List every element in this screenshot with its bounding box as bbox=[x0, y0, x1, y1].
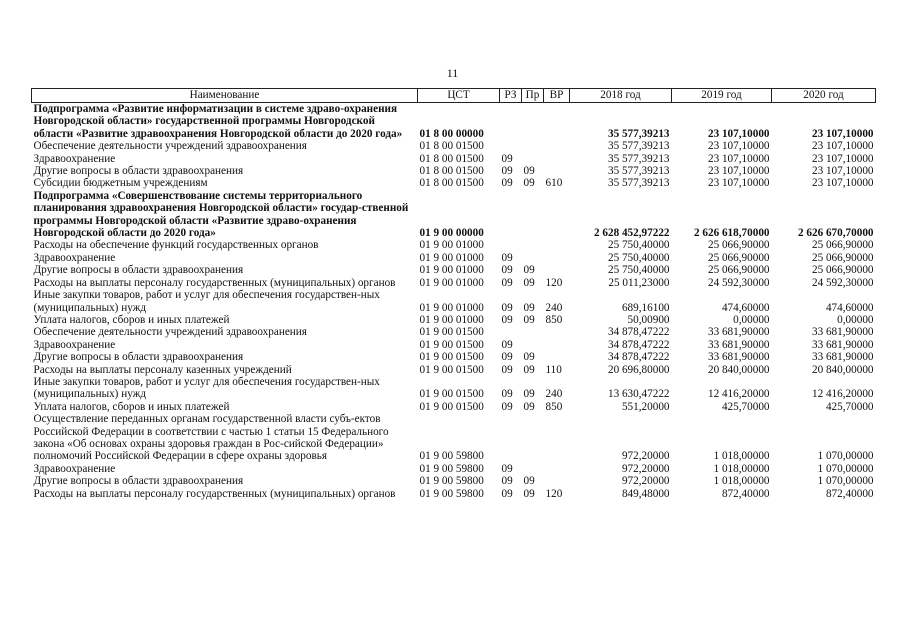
row-rz: 09 bbox=[501, 462, 513, 475]
table-row bbox=[32, 413, 876, 463]
header-name: Наименование bbox=[32, 89, 418, 103]
row-vr: 610 bbox=[545, 177, 563, 190]
row-2019: 33 681,90000 bbox=[707, 351, 770, 364]
row-name: Расходы на выплаты персоналу казенных учреждений bbox=[33, 363, 292, 376]
row-rz bbox=[500, 413, 522, 463]
row-rz bbox=[500, 326, 522, 338]
table-row bbox=[32, 103, 876, 141]
row-name: Подпрограмма «Совершенствование системы территориального планирования здравоохранения Новгородской области» государ-ственной программы Новгородской области «Развитие здраво-охранения Новгородской области до 2020 года» bbox=[33, 189, 409, 240]
table-row bbox=[32, 351, 876, 363]
row-name: Иные закупки товаров, работ и услуг для обеспечения государствен-ных (муниципальных) нужд bbox=[33, 289, 380, 314]
row-2019: 425,70000 bbox=[721, 400, 770, 413]
header-vr: ВР bbox=[544, 89, 570, 103]
row-pr bbox=[522, 103, 544, 141]
row-vr: 120 bbox=[545, 487, 563, 500]
row-cst: 01 9 00 01500 bbox=[419, 388, 484, 401]
row-pr bbox=[522, 413, 544, 463]
row-name: Другие вопросы в области здравоохранения bbox=[33, 475, 244, 488]
header-cst: ЦСТ bbox=[418, 89, 500, 103]
row-name: Другие вопросы в области здравоохранения bbox=[33, 165, 244, 178]
row-name: Подпрограмма «Развитие информатизации в системе здраво-охранения Новгородской области» государственной программы Новгородской области «Развитие здравоохранения Новгородской области до 2020 года» bbox=[33, 103, 403, 140]
row-2018: 35 577,39213 bbox=[607, 127, 670, 140]
table-row bbox=[32, 401, 876, 413]
row-2019: 23 107,10000 bbox=[707, 140, 770, 153]
row-2020: 0,00000 bbox=[837, 313, 874, 326]
row-vr bbox=[544, 165, 570, 177]
row-pr: 09 bbox=[523, 363, 535, 376]
row-2020: 872,40000 bbox=[825, 487, 874, 500]
row-2019: 2 626 618,70000 bbox=[693, 227, 770, 240]
row-2020: 1 070,00000 bbox=[817, 462, 874, 475]
row-name: Здравоохранение bbox=[33, 462, 116, 475]
row-2018: 13 630,47222 bbox=[607, 388, 670, 401]
row-vr bbox=[544, 463, 570, 475]
table-row bbox=[32, 252, 876, 264]
row-2020: 1 070,00000 bbox=[817, 475, 874, 488]
row-vr bbox=[544, 413, 570, 463]
row-rz: 09 bbox=[501, 152, 513, 165]
row-2019: 25 066,90000 bbox=[707, 239, 770, 252]
row-name: Осуществление переданных органам государственной власти субъ-ектов Российской Федерации в соответствии с частью 1 статьи 15 Федерального закона «Об основах охраны здоровья граждан в Рос-сийской Федерации» полномочий Российской Федерации в сфере охраны здоровья bbox=[33, 413, 389, 463]
row-rz: 09 bbox=[501, 301, 513, 314]
table-row bbox=[32, 376, 876, 401]
row-pr bbox=[522, 140, 544, 152]
row-vr bbox=[544, 239, 570, 251]
row-pr: 09 bbox=[523, 400, 535, 413]
table-row bbox=[32, 475, 876, 487]
row-cst: 01 9 00 59800 bbox=[419, 475, 484, 488]
row-2019: 12 416,20000 bbox=[707, 388, 770, 401]
row-2019: 23 107,10000 bbox=[707, 165, 770, 178]
row-2019: 33 681,90000 bbox=[707, 326, 770, 339]
table-row bbox=[32, 165, 876, 177]
row-vr: 240 bbox=[545, 388, 563, 401]
row-vr bbox=[544, 252, 570, 264]
row-pr: 09 bbox=[523, 301, 535, 314]
row-2018: 972,20000 bbox=[621, 450, 670, 463]
row-name: Другие вопросы в области здравоохранения bbox=[33, 351, 244, 364]
row-2020: 25 066,90000 bbox=[811, 239, 874, 252]
row-pr: 09 bbox=[523, 177, 535, 190]
row-pr: 09 bbox=[523, 487, 535, 500]
row-name: Обеспечение деятельности учреждений здравоохранения bbox=[33, 326, 307, 339]
row-2019: 24 592,30000 bbox=[707, 276, 770, 289]
row-2019: 23 107,10000 bbox=[707, 127, 770, 140]
row-2018: 849,48000 bbox=[621, 487, 670, 500]
row-2020: 2 626 670,70000 bbox=[797, 227, 874, 240]
row-2020: 23 107,10000 bbox=[811, 140, 874, 153]
row-rz: 09 bbox=[501, 251, 513, 264]
row-2020: 12 416,20000 bbox=[811, 388, 874, 401]
row-vr bbox=[544, 190, 570, 240]
row-pr bbox=[522, 326, 544, 338]
row-rz: 09 bbox=[501, 338, 513, 351]
row-2018: 20 696,80000 bbox=[607, 363, 670, 376]
row-pr bbox=[522, 239, 544, 251]
row-2020: 1 070,00000 bbox=[817, 450, 874, 463]
row-2020: 23 107,10000 bbox=[811, 127, 874, 140]
table-row bbox=[32, 140, 876, 152]
row-2019: 33 681,90000 bbox=[707, 338, 770, 351]
row-cst: 01 8 00 01500 bbox=[419, 165, 484, 178]
row-cst: 01 9 00 01000 bbox=[419, 276, 484, 289]
row-2019: 25 066,90000 bbox=[707, 251, 770, 264]
table-header bbox=[32, 89, 876, 103]
row-2019: 23 107,10000 bbox=[707, 177, 770, 190]
table-row bbox=[32, 289, 876, 314]
row-pr: 09 bbox=[523, 276, 535, 289]
row-cst: 01 8 00 01500 bbox=[419, 152, 484, 165]
row-cst: 01 8 00 00000 bbox=[419, 127, 484, 140]
row-vr bbox=[544, 339, 570, 351]
row-name: Уплата налогов, сборов и иных платежей bbox=[33, 313, 230, 326]
row-rz: 09 bbox=[501, 363, 513, 376]
row-pr: 09 bbox=[523, 475, 535, 488]
row-rz: 09 bbox=[501, 400, 513, 413]
row-2019: 1 018,00000 bbox=[713, 462, 770, 475]
row-name: Расходы на обеспечение функций государственных органов bbox=[33, 239, 319, 252]
row-cst: 01 9 00 59800 bbox=[419, 487, 484, 500]
row-cst: 01 9 00 01500 bbox=[419, 326, 484, 339]
row-vr: 850 bbox=[545, 400, 563, 413]
row-cst: 01 9 00 01500 bbox=[419, 363, 484, 376]
header-rz: РЗ bbox=[500, 89, 522, 103]
row-2019: 25 066,90000 bbox=[707, 264, 770, 277]
row-pr: 09 bbox=[523, 313, 535, 326]
row-name: Здравоохранение bbox=[33, 251, 116, 264]
row-rz bbox=[500, 103, 522, 141]
row-vr bbox=[544, 153, 570, 165]
table-row bbox=[32, 153, 876, 165]
row-2020: 33 681,90000 bbox=[811, 351, 874, 364]
table-row bbox=[32, 364, 876, 376]
row-2019: 1 018,00000 bbox=[713, 450, 770, 463]
row-name: Другие вопросы в области здравоохранения bbox=[33, 264, 244, 277]
budget-table bbox=[31, 88, 876, 500]
row-cst: 01 9 00 01500 bbox=[419, 400, 484, 413]
row-vr: 110 bbox=[545, 363, 562, 376]
row-2020: 474,60000 bbox=[825, 301, 874, 314]
row-2020: 33 681,90000 bbox=[811, 338, 874, 351]
row-cst: 01 9 00 59800 bbox=[419, 462, 484, 475]
row-2018: 34 878,47222 bbox=[607, 351, 670, 364]
row-2018: 34 878,47222 bbox=[607, 326, 670, 339]
row-pr: 09 bbox=[523, 264, 535, 277]
row-name: Уплата налогов, сборов и иных платежей bbox=[33, 400, 230, 413]
row-2018: 689,16100 bbox=[621, 301, 670, 314]
row-vr bbox=[544, 103, 570, 141]
row-2020: 23 107,10000 bbox=[811, 177, 874, 190]
row-2018: 50,00900 bbox=[627, 313, 670, 326]
row-rz bbox=[500, 239, 522, 251]
row-name: Расходы на выплаты персоналу государственных (муниципальных) органов bbox=[33, 487, 396, 500]
row-cst: 01 9 00 01500 bbox=[419, 338, 484, 351]
row-2020: 24 592,30000 bbox=[811, 276, 874, 289]
row-rz: 09 bbox=[501, 276, 513, 289]
header-2020: 2020 год bbox=[772, 89, 876, 103]
row-cst: 01 9 00 01000 bbox=[419, 239, 484, 252]
table-row bbox=[32, 326, 876, 338]
table-row bbox=[32, 463, 876, 475]
row-pr bbox=[522, 339, 544, 351]
table-row bbox=[32, 277, 876, 289]
row-name: Здравоохранение bbox=[33, 338, 116, 351]
row-2018: 972,20000 bbox=[621, 475, 670, 488]
table-row bbox=[32, 190, 876, 240]
row-2018: 25 750,40000 bbox=[607, 239, 670, 252]
table-row bbox=[32, 177, 876, 189]
row-2018: 35 577,39213 bbox=[607, 140, 670, 153]
row-2019: 474,60000 bbox=[721, 301, 770, 314]
row-2019: 0,00000 bbox=[733, 313, 770, 326]
header-2018: 2018 год bbox=[570, 89, 672, 103]
page-number: 11 bbox=[446, 66, 459, 80]
row-vr bbox=[544, 475, 570, 487]
row-2018: 25 750,40000 bbox=[607, 264, 670, 277]
row-2019: 20 840,00000 bbox=[707, 363, 770, 376]
row-vr bbox=[544, 140, 570, 152]
row-rz bbox=[500, 190, 522, 240]
row-name: Здравоохранение bbox=[33, 152, 116, 165]
row-2020: 23 107,10000 bbox=[811, 152, 874, 165]
header-2019: 2019 год bbox=[672, 89, 772, 103]
row-name: Субсидии бюджетным учреждениям bbox=[33, 177, 208, 190]
row-2020: 25 066,90000 bbox=[811, 264, 874, 277]
row-vr: 240 bbox=[545, 301, 563, 314]
table-body bbox=[32, 103, 876, 501]
table-row bbox=[32, 239, 876, 251]
row-pr: 09 bbox=[523, 165, 535, 178]
table-row bbox=[32, 339, 876, 351]
row-rz: 09 bbox=[501, 165, 513, 178]
row-cst: 01 9 00 01000 bbox=[419, 264, 484, 277]
row-pr bbox=[522, 252, 544, 264]
row-2018: 2 628 452,97222 bbox=[593, 227, 670, 240]
row-2019: 872,40000 bbox=[721, 487, 770, 500]
row-cst: 01 9 00 01500 bbox=[419, 351, 484, 364]
row-2020: 25 066,90000 bbox=[811, 251, 874, 264]
row-2020: 33 681,90000 bbox=[811, 326, 874, 339]
row-rz: 09 bbox=[501, 313, 513, 326]
row-pr bbox=[522, 463, 544, 475]
row-2018: 34 878,47222 bbox=[607, 338, 670, 351]
row-2018: 35 577,39213 bbox=[607, 177, 670, 190]
row-cst: 01 9 00 01000 bbox=[419, 251, 484, 264]
row-rz: 09 bbox=[501, 351, 513, 364]
row-rz: 09 bbox=[501, 475, 513, 488]
row-2018: 551,20000 bbox=[621, 400, 670, 413]
row-2019: 23 107,10000 bbox=[707, 152, 770, 165]
row-2020: 20 840,00000 bbox=[811, 363, 874, 376]
table-row bbox=[32, 488, 876, 500]
row-2019: 1 018,00000 bbox=[713, 475, 770, 488]
row-rz: 09 bbox=[501, 177, 513, 190]
row-2018: 35 577,39213 bbox=[607, 152, 670, 165]
row-cst: 01 8 00 01500 bbox=[419, 177, 484, 190]
row-cst: 01 9 00 00000 bbox=[419, 227, 484, 240]
row-pr bbox=[522, 153, 544, 165]
row-rz: 09 bbox=[501, 264, 513, 277]
row-name: Обеспечение деятельности учреждений здравоохранения bbox=[33, 140, 307, 153]
row-cst: 01 9 00 01000 bbox=[419, 313, 484, 326]
row-cst: 01 9 00 01000 bbox=[419, 301, 484, 314]
row-pr bbox=[522, 190, 544, 240]
row-vr bbox=[544, 326, 570, 338]
row-2018: 35 577,39213 bbox=[607, 165, 670, 178]
row-2020: 23 107,10000 bbox=[811, 165, 874, 178]
row-vr: 120 bbox=[545, 276, 563, 289]
row-2018: 972,20000 bbox=[621, 462, 670, 475]
row-rz: 09 bbox=[501, 487, 513, 500]
table-row bbox=[32, 264, 876, 276]
row-2018: 25 750,40000 bbox=[607, 251, 670, 264]
row-cst: 01 9 00 59800 bbox=[419, 450, 484, 463]
header-pr: Пр bbox=[522, 89, 544, 103]
row-cst: 01 8 00 01500 bbox=[419, 140, 484, 153]
row-pr: 09 bbox=[523, 351, 535, 364]
table-row bbox=[32, 314, 876, 326]
row-pr: 09 bbox=[523, 388, 535, 401]
row-name: Расходы на выплаты персоналу государственных (муниципальных) органов bbox=[33, 276, 396, 289]
row-name: Иные закупки товаров, работ и услуг для обеспечения государствен-ных (муниципальных) нужд bbox=[33, 375, 380, 401]
row-rz: 09 bbox=[501, 388, 513, 401]
row-2020: 425,70000 bbox=[825, 400, 874, 413]
row-vr bbox=[544, 264, 570, 276]
row-2018: 25 011,23000 bbox=[608, 276, 670, 289]
row-vr bbox=[544, 351, 570, 363]
row-rz bbox=[500, 140, 522, 152]
row-vr: 850 bbox=[545, 313, 563, 326]
